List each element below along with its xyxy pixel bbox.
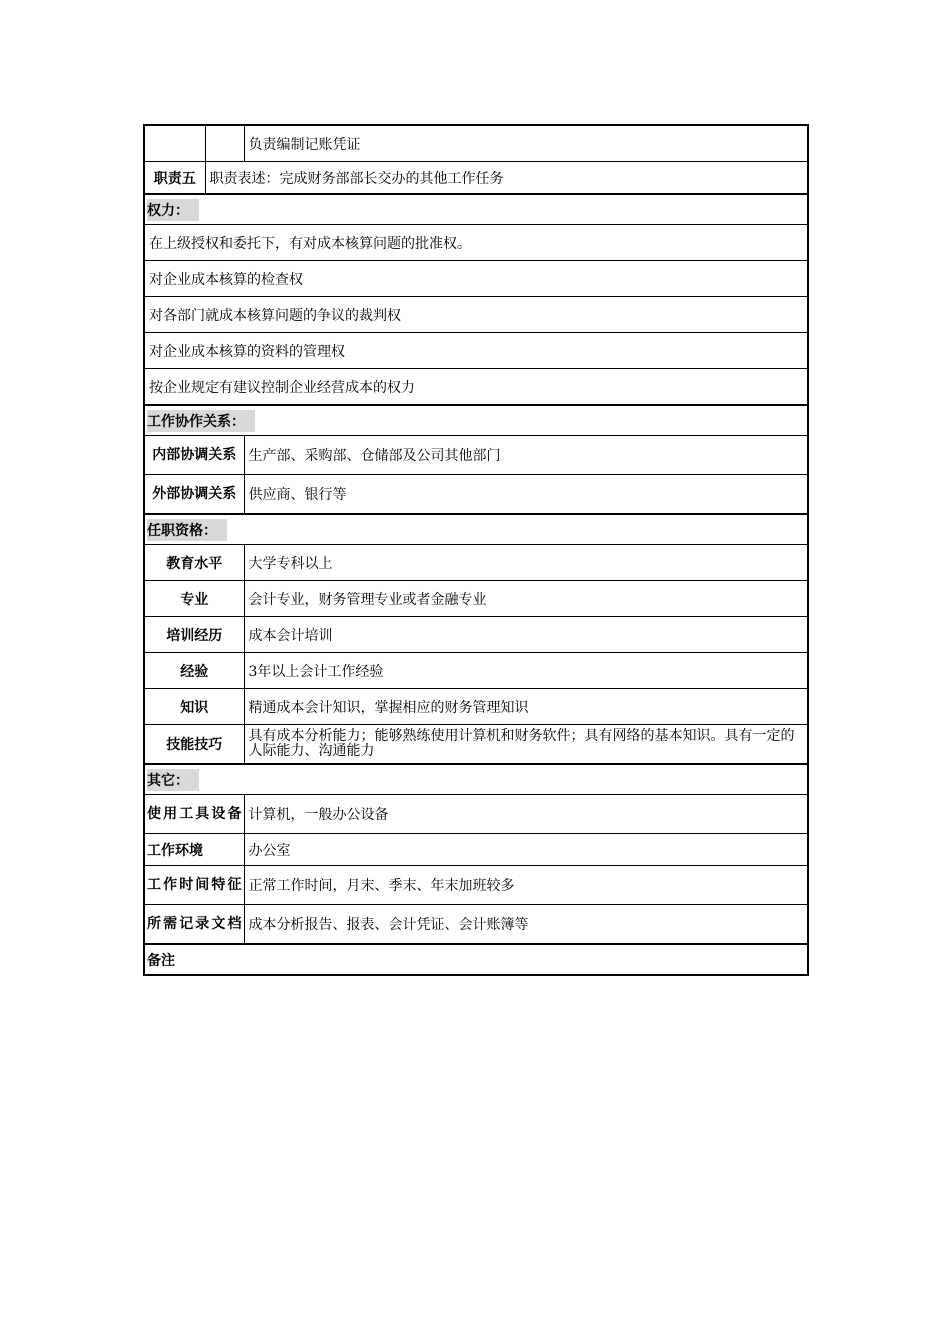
qualification-row [144,617,808,653]
authority-item: 对企业成本核算的检查权 [144,261,808,297]
job-description-table [143,124,809,976]
other-label: 使用工具设备 [144,795,244,834]
remarks-row [144,944,808,975]
qualification-label: 专业 [144,581,244,617]
relation-row-external [144,475,808,515]
authority-header-row [144,194,808,225]
duty-five-row [144,162,808,195]
other-value: 办公室 [244,834,808,866]
relation-row-internal [144,436,808,475]
qualification-value: 会计专业，财务管理专业或者金融专业 [244,581,808,617]
section-header: 任职资格： [147,519,227,541]
other-value: 成本分析报告、报表、会计凭证、会计账簿等 [244,905,808,945]
qualification-value: 大学专科以上 [244,545,808,581]
duty-five-label: 职责五 [144,162,205,195]
qualifications-header-row [144,514,808,545]
qualification-value: 具有成本分析能力；能够熟练使用计算机和财务软件；具有网络的基本知识。具有一定的人际能力、沟通能力 [244,725,808,765]
other-row [144,866,808,905]
duty-text: 负责编制记账凭证 [244,125,808,162]
job-description-sheet [143,124,807,976]
qualification-value: 3年以上会计工作经验 [244,653,808,689]
authority-item: 在上级授权和委托下，有对成本核算问题的批准权。 [144,225,808,261]
other-row [144,905,808,945]
qualification-label: 技能技巧 [144,725,244,765]
other-label: 工作时间特征 [144,866,244,905]
other-value: 正常工作时间，月末、季末、年末加班较多 [244,866,808,905]
qualification-row [144,689,808,725]
qualification-label: 知识 [144,689,244,725]
remarks-label: 备注 [144,944,808,975]
relation-label: 外部协调关系 [144,475,244,515]
qualification-row [144,581,808,617]
empty-cell [144,125,205,162]
qualification-value: 精通成本会计知识，掌握相应的财务管理知识 [244,689,808,725]
relation-value: 供应商、银行等 [244,475,808,515]
duty-five-text: 职责表述：完成财务部部长交办的其他工作任务 [205,162,808,195]
relations-header-row [144,405,808,436]
duty-continuation-row [144,125,808,162]
qualification-value: 成本会计培训 [244,617,808,653]
other-header-row [144,764,808,795]
authority-item: 按企业规定有建议控制企业经营成本的权力 [144,369,808,406]
authority-item: 对各部门就成本核算问题的争议的裁判权 [144,297,808,333]
qualification-label: 培训经历 [144,617,244,653]
empty-cell [205,125,244,162]
section-header: 其它： [147,769,199,791]
qualification-row [144,725,808,765]
qualification-row [144,653,808,689]
authority-item: 对企业成本核算的资料的管理权 [144,333,808,369]
other-label: 工作环境 [144,834,244,866]
section-header: 工作协作关系： [147,410,255,432]
relation-value: 生产部、采购部、仓储部及公司其他部门 [244,436,808,475]
qualification-label: 经验 [144,653,244,689]
other-row [144,795,808,834]
qualification-label: 教育水平 [144,545,244,581]
qualification-row [144,545,808,581]
section-header: 权力： [147,199,199,221]
other-value: 计算机，一般办公设备 [244,795,808,834]
other-row [144,834,808,866]
relation-label: 内部协调关系 [144,436,244,475]
other-label: 所需记录文档 [144,905,244,945]
